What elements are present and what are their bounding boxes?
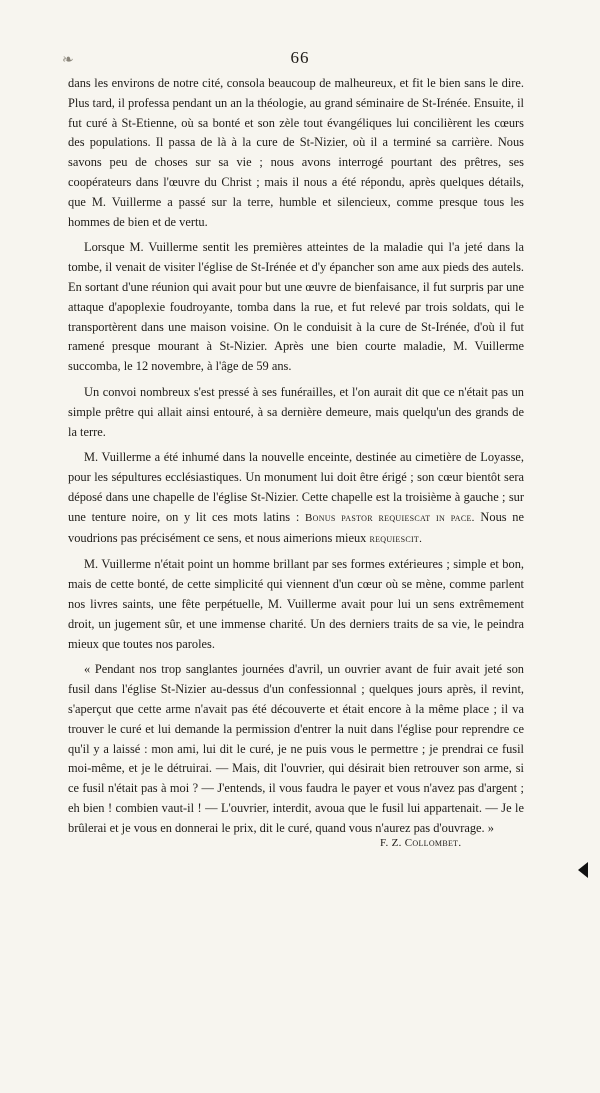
paragraph: Lorsque M. Vuillerme sentit les premières atteintes de la maladie qui l'a jeté dans la tombe, il venait de visiter l'église de St-Irénée et d'y épancher son ame aux pieds des autels. En sortant d'une réunion qui avait pour but une œuvre de bienfaisance, il fut surpris par une attaque d'apoplexie foudroyante, tomba dans la rue, et fut relevé par trois soldats, qui le transportèrent dans une maison voisine. On le conduisit à la cure de St-Irénée, d'où il fut ramené presque mourant à St-Nizier. Après une bien courte maladie, M. Vuillerme succomba, le 12 novembre, à l'âge de 59 ans. [68, 240, 524, 374]
paragraph: Un convoi nombreux s'est pressé à ses funérailles, et l'on aurait dit que ce n'était pas un simple prêtre qui allait ainsi entouré, à sa dernière demeure, mais quelqu'un des grands de la terre. [68, 384, 524, 439]
library-stamp-icon: ❧ [62, 53, 74, 68]
paragraph-text: Nous ne voudrions pas précisément ce sens, et nous aimerions mieux [68, 509, 524, 545]
page-number: 66 [290, 48, 310, 67]
author-signature: F. Z. Collombet. [380, 837, 462, 849]
latin-inscription: Bonus pastor requiescat in pace. [304, 511, 475, 524]
latin-word: requiescit. [369, 532, 423, 545]
page-edge-marker-icon [578, 862, 588, 878]
paragraph [68, 448, 524, 549]
paragraph-text: M. Vuillerme a été inhumé dans la nouvelle enceinte, destinée au cimetière de Loyasse, pour les sépultures ecclésiastiques. Un monument lui doit être érigé ; son cœur bientôt sera déposé dans une chapelle de l'église St-Nizier. Cette chapelle est la troisième à gauche ; sur une tenture noire, on y lit ces mots latins : [68, 450, 524, 524]
quotation-paragraph: « Pendant nos trop sanglantes journées d'avril, un ouvrier avant de fuir avait jeté son fusil dans l'église St-Nizier au-dessus d'un confessionnal ; quelques jours après, il revint, s'aperçut que cette arme n'avait pas été découverte et était encore à la même place ; il va trouver le curé et lui demande la permission d'entrer la nuit dans l'église pour reprendre ce qu'il y a laissé : mon ami, lui dit le curé, je ne puis vous le permettre ; je prendrai ce fusil moi-même, et je le détruirai. — Mais, dit l'ouvrier, qui désirait bien retrouver son arme, si ce fusil n'était pas à moi ? — J'entends, il vous faudra le payer et vous n'avez pas d'argent ; eh bien ! combien vaut-il ! — L'ouvrier, interdit, avoua que le fusil lui appartenait. — Je le brûlerai et je vous en donnerai le prix, dit le curé, quand vous n'aurez pas d'ouvrage. » [68, 662, 524, 835]
paragraph: M. Vuillerme n'était point un homme brillant par ses formes extérieures ; simple et bon, mais de cette bonté, de cette simplicité qui viennent d'un cœur où se mène, comme parlent nos livres saints, une fête perpétuelle, M. Vuillerme avait pour lui un sens extrêmement droit, un jugement sûr, et une immense charité. Un des derniers traits de sa vie, le peindra mieux que toutes nos paroles. [68, 557, 524, 651]
paragraph: dans les environs de notre cité, consola beaucoup de malheureux, et fit le bien sans le dire. Plus tard, il professa pendant un an la théologie, au grand séminaire de St-Irénée. Ensuite, il fut curé à St-Etienne, où sa bonté et son zèle tout évangéliques lui concilièrent les cœurs des populations. Il passa de là à la cure de St-Nizier, où il a terminé sa carrière. Nous savons peu de choses sur sa vie ; nous avons interrogé pourtant des prêtres, ses coopérateurs dans l'œuvre du Christ ; mais il nous a été répondu, après quelques détails, que M. Vuillerme a passé sur la terre, humble et silencieux, comme presque tous les hommes de bien et de vertu. [68, 76, 524, 229]
body-text [68, 74, 524, 844]
